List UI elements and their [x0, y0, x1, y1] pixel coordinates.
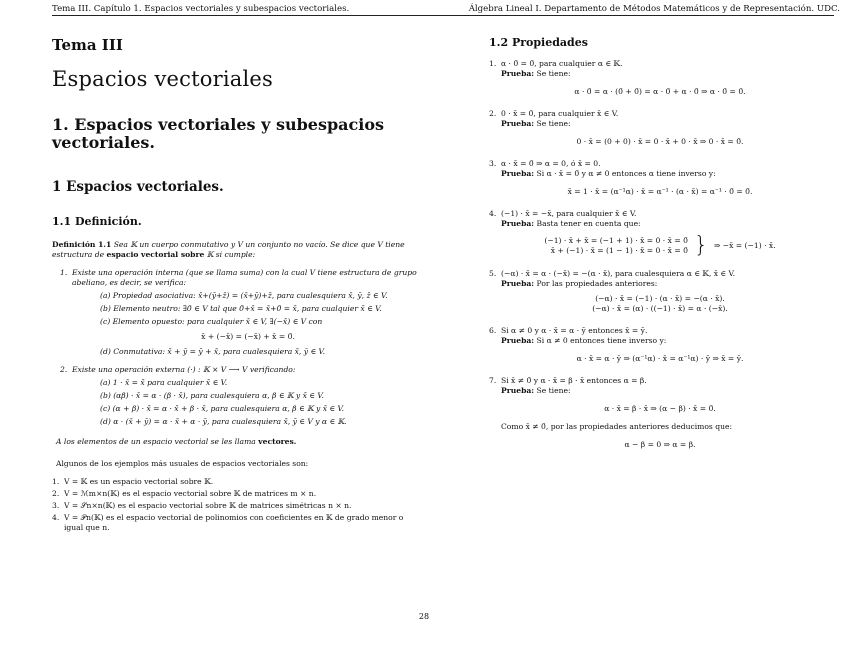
header-rule — [52, 15, 834, 16]
axiom-subitem: (d) α · (x̄ + ȳ) = α · x̄ + α · ȳ, para cualesquiera x̄, ȳ ∈ V y α ∈ 𝕂. — [100, 416, 347, 426]
property-item: 2. 0 · x̄ = 0̄, para cualquier x̄ ∈ V. Prueba: Se tiene: 0 · x̄ = (0 + 0) · x̄ = 0 · x̄ + 0 · x̄ ⇒ 0 · x̄ = 0̄. — [489, 109, 819, 147]
equation: α − β = 0 ⇒ α = β. — [624, 439, 696, 449]
right-column — [489, 36, 819, 458]
example-item: 2. V = ℳm×n(𝕂) es el espacio vectorial sobre 𝕂 de matrices m × n. — [52, 488, 317, 498]
property-item: 6. Si α ≠ 0 y α · x̄ = α · ȳ entonces x̄ = ȳ. Prueba: Si α ≠ 0 entonces tiene inverso y: α · x̄ = α · ȳ ⇒ (α⁻¹α) · x̄ = α⁻¹α) · ȳ ⇒ x̄ = ȳ. — [489, 326, 819, 364]
equation: x̄ = 1 · x̄ = (α⁻¹α) · x̄ = α⁻¹ · (α · x̄) = α⁻¹ · 0̄ = 0̄. — [567, 186, 753, 196]
properties-heading: 1.2 Propiedades — [489, 36, 588, 49]
axiom-item: 1. Existe una operación interna (que se llama suma) con la cual V tiene estructura de grupo abeliano, es decir, se verifica: (a) Propiedad asociativa: x̄+(ȳ+z̄) = (x̄+ȳ)+z̄, para cualesquiera x̄, ȳ, z̄ ∈ V. (b) Elemento neutro: ∃0̄ ∈ V tal que 0̄+x̄ = x̄+0̄ = x̄, para cualquier x̄ ∈ V. (c) Elemento opuesto: para cualquier x̄ ∈ V, ∃(−x̄) ∈ V con x̄ + (−x̄) = (−x̄) + x̄ = 0̄. (d) Conmutativa: x̄ + ȳ = ȳ + x̄, para cualesquiera x̄, ȳ ∈ V. — [60, 268, 424, 357]
example-item: 1. V = 𝕂 es un espacio vectorial sobre 𝕂. — [52, 476, 214, 486]
example-item: 4. V = 𝒫n(𝕂) es el espacio vectorial de polinomios con coeficientes en 𝕂 de grado menor o igual que n. — [52, 512, 404, 532]
axiom-list — [60, 268, 424, 427]
examples-list — [52, 477, 424, 533]
axiom-subitem: (c) (α + β) · x̄ = α · x̄ + β · x̄, para cualesquiera α, β ∈ 𝕂 y x̄ ∈ V. — [100, 403, 345, 413]
property-item: 7. Si x̄ ≠ 0̄ y α · x̄ = β · x̄ entonces α = β. Prueba: Se tiene: α · x̄ = β · x̄ ⇒ (α − β) · x̄ = 0̄. Como x̄ ≠ 0̄, por las propiedades anteriores deducimos que: α − β = 0 ⇒ α = β. — [489, 376, 819, 450]
axiom-subitem: (d) Conmutativa: x̄ + ȳ = ȳ + x̄, para cualesquiera x̄, ȳ ∈ V. — [100, 346, 326, 356]
properties-list — [489, 59, 819, 450]
conclusion-text: Como x̄ ≠ 0̄, por las propiedades anteriores deducimos que: — [501, 421, 733, 431]
left-column — [52, 36, 424, 533]
equation: (−α) · x̄ = (−1) · (α · x̄) = −(α · x̄). (−α) · x̄ = (α) · ((−1) · x̄) = α · (−x̄). — [592, 293, 728, 313]
example-item: 3. V = 𝒮n×n(𝕂) es el espacio vectorial sobre 𝕂 de matrices simétricas n × n. — [52, 500, 352, 510]
examples-intro: Algunos de los ejemplos más usuales de espacios vectoriales son: — [56, 458, 309, 468]
property-item: 4. (−1) · x̄ = −x̄, para cualquier x̄ ∈ V. Prueba: Basta tener en cuenta que: (−1) · x̄ + x̄ = (−1 + 1) · x̄ = 0 · x̄ = 0̄ x̄ + (−1) · x̄ = (1 − 1) · x̄ = 0 · x̄ = 0̄ } ⇒ −x̄ = (−1) · x̄. — [489, 209, 819, 257]
equation: α · x̄ = β · x̄ ⇒ (α − β) · x̄ = 0̄. — [604, 403, 716, 413]
axiom-subitem: (a) 1 · x̄ = x̄ para cualquier x̄ ∈ V. — [100, 377, 228, 387]
property-item: 3. α · x̄ = 0̄ ⇒ α = 0, ó x̄ = 0. Prueba: Si α · x̄ = 0̄ y α ≠ 0 entonces α tiene inverso y: x̄ = 1 · x̄ = (α⁻¹α) · x̄ = α⁻¹ · (α · x̄) = α⁻¹ · 0̄ = 0̄. — [489, 159, 819, 197]
section-heading: 1 Espacios vectoriales. — [52, 179, 224, 196]
axiom-subitem: (a) Propiedad asociativa: x̄+(ȳ+z̄) = (x̄+ȳ)+z̄, para cualesquiera x̄, ȳ, z̄ ∈ V. — [100, 290, 388, 300]
property-item: 5. (−α) · x̄ = α · (−x̄) = −(α · x̄), para cualesquiera α ∈ 𝕂, x̄ ∈ V. Prueba: Por las propiedades anteriores: (−α) · x̄ = (−1) · (α · x̄) = −(α · x̄). (−α) · x̄ = (α) · ((−1) · x̄) = α · (−x̄). — [489, 269, 819, 314]
equation-system: (−1) · x̄ + x̄ = (−1 + 1) · x̄ = 0 · x̄ = 0̄ x̄ + (−1) · x̄ = (1 − 1) · x̄ = 0 · x̄ = 0̄ } ⇒ −x̄ = (−1) · x̄. — [544, 232, 776, 258]
chapter-heading: 1. Espacios vectoriales y subespacios vectoriales. — [52, 114, 385, 153]
equation: x̄ + (−x̄) = (−x̄) + x̄ = 0̄. — [201, 331, 295, 341]
page-number: 28 — [418, 612, 430, 621]
right-brace-icon: } — [693, 232, 708, 258]
equation: 0 · x̄ = (0 + 0) · x̄ = 0 · x̄ + 0 · x̄ ⇒ 0 · x̄ = 0̄. — [576, 136, 744, 146]
tema-heading: Tema III — [52, 36, 123, 54]
vectors-definition: A los elementos de un espacio vectorial se les llama vectores. — [56, 436, 297, 446]
definition: Definición 1.1 Sea 𝕂 un cuerpo conmutativo y V un conjunto no vacío. Se dice que V tiene estructura de espacio vectorial sobre 𝕂 si cumple: — [52, 239, 405, 259]
equation: α · x̄ = α · ȳ ⇒ (α⁻¹α) · x̄ = α⁻¹α) · ȳ ⇒ x̄ = ȳ. — [576, 353, 744, 363]
equation: α · 0̄ = α · (0̄ + 0̄) = α · 0̄ + α · 0̄ ⇒ α · 0̄ = 0̄. — [574, 86, 746, 96]
axiom-subitem: (b) Elemento neutro: ∃0̄ ∈ V tal que 0̄+x̄ = x̄+0̄ = x̄, para cualquier x̄ ∈ V. — [100, 303, 382, 313]
running-header-left: Tema III. Capítulo 1. Espacios vectoriales y subespacios vectoriales. — [52, 4, 350, 14]
page-title: Espacios vectoriales — [52, 66, 273, 91]
axiom-subitem: (c) Elemento opuesto: para cualquier x̄ ∈ V, ∃(−x̄) ∈ V con — [100, 316, 323, 326]
definition-label: Definición 1.1 — [52, 239, 112, 249]
running-header-right: Álgebra Lineal I. Departamento de Métodos Matemáticos y de Representación. UDC. — [468, 4, 840, 14]
subsection-heading: 1.1 Definición. — [52, 215, 142, 229]
property-item: 1. α · 0̄ = 0̄, para cualquier α ∈ 𝕂. Prueba: Se tiene: α · 0̄ = α · (0̄ + 0̄) = α · 0̄ + α · 0̄ ⇒ α · 0̄ = 0̄. — [489, 59, 819, 97]
axiom-subitem: (b) (αβ) · x̄ = α · (β · x̄), para cualesquiera α, β ∈ 𝕂 y x̄ ∈ V. — [100, 390, 324, 400]
axiom-item: 2. Existe una operación externa (·) : 𝕂 × V ⟶ V verificando: (a) 1 · x̄ = x̄ para cualquier x̄ ∈ V. (b) (αβ) · x̄ = α · (β · x̄), para cualesquiera α, β ∈ 𝕂 y x̄ ∈ V. (c) (α + β) · x̄ = α · x̄ + β · x̄, para cualesquiera α, β ∈ 𝕂 y x̄ ∈ V. (d) α · (x̄ + ȳ) = α · x̄ + α · ȳ, para cualesquiera x̄, ȳ ∈ V y α ∈ 𝕂. — [60, 365, 424, 427]
